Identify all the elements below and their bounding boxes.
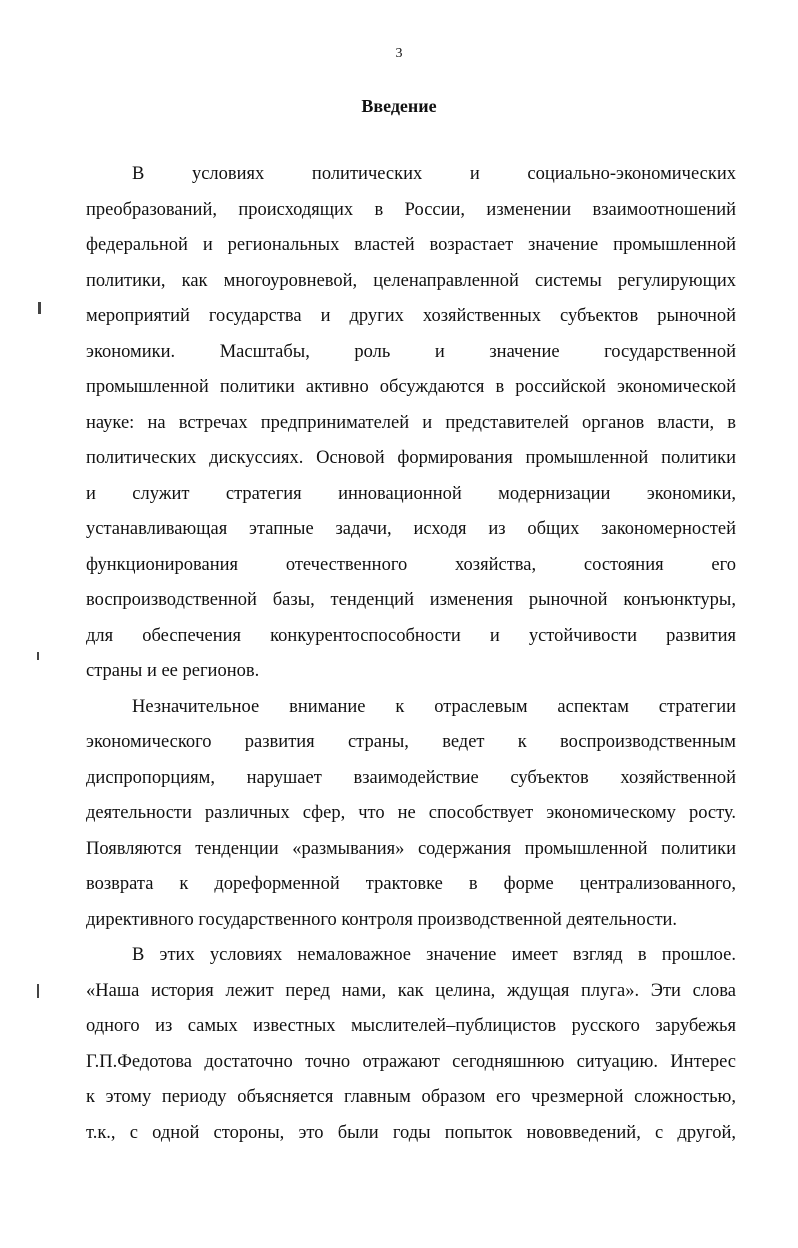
text-line: мероприятий государства и других хозяйственных субъектов рыночной bbox=[86, 306, 736, 326]
text-line: экономики. Масштабы, роль и значение государственной bbox=[86, 341, 736, 362]
text-line: возврата к дореформенной трактовке в форме централизованного, bbox=[86, 874, 736, 894]
text-line: политики, как многоуровневой, целенаправленной системы регулирующих bbox=[86, 270, 736, 291]
text-line: В этих условиях немаловажное значение имеет взгляд в прошлое. bbox=[132, 945, 736, 965]
text-line: страны и ее регионов. bbox=[86, 661, 260, 681]
text-line: экономического развития страны, ведет к воспроизводственным bbox=[86, 732, 736, 752]
scan-mark bbox=[37, 984, 39, 998]
scan-mark bbox=[38, 302, 41, 314]
section-heading: Введение bbox=[361, 96, 437, 116]
text-line: воспроизводственной базы, тенденций изменения рыночной конъюнктуры, bbox=[86, 590, 736, 610]
text-line: науке: на встречах предпринимателей и представителей органов власти, в bbox=[86, 412, 736, 433]
text-line: устанавливающая этапные задачи, исходя из общих закономерностей bbox=[86, 519, 736, 539]
page-number: 3 bbox=[395, 46, 403, 61]
text-line: Г.П.Федотова достаточно точно отражают сегодняшнюю ситуацию. Интерес bbox=[86, 1051, 736, 1072]
text-line: федеральной и региональных властей возрастает значение промышленной bbox=[86, 235, 736, 255]
text-line: к этому периоду объясняется главным образом его чрезмерной сложностью, bbox=[86, 1087, 736, 1107]
text-line: одного из самых известных мыслителей–публицистов русского зарубежья bbox=[86, 1016, 736, 1036]
text-line: преобразований, происходящих в России, изменении взаимоотношений bbox=[86, 199, 736, 220]
text-line: Незначительное внимание к отраслевым аспектам стратегии bbox=[132, 696, 736, 717]
text-line: «Наша история лежит перед нами, как целина, ждущая плуга». Эти слова bbox=[86, 980, 736, 1001]
paragraph-1 bbox=[86, 157, 736, 690]
scan-mark bbox=[37, 652, 39, 660]
text-line: В условиях политических и социально-экономических bbox=[132, 164, 736, 184]
document-body bbox=[86, 157, 736, 1151]
paragraph-3 bbox=[86, 938, 736, 1151]
text-line: Появляются тенденции «размывания» содержания промышленной политики bbox=[86, 838, 736, 859]
text-line: диспропорциям, нарушает взаимодействие субъектов хозяйственной bbox=[86, 767, 736, 788]
text-line: политических дискуссиях. Основой формирования промышленной политики bbox=[86, 448, 736, 468]
text-line: директивного государственного контроля производственной деятельности. bbox=[86, 909, 678, 930]
text-line: и служит стратегия инновационной модернизации экономики, bbox=[86, 483, 736, 504]
text-line: т.к., с одной стороны, это были годы попыток нововведений, с другой, bbox=[86, 1122, 736, 1143]
text-line: деятельности различных сфер, что не способствует экономическому росту. bbox=[86, 803, 736, 823]
text-line: промышленной политики активно обсуждаются в российской экономической bbox=[86, 377, 736, 397]
paragraph-2 bbox=[86, 690, 736, 939]
text-line: функционирования отечественного хозяйства, состояния его bbox=[86, 554, 736, 575]
text-line: для обеспечения конкурентоспособности и устойчивости развития bbox=[86, 625, 736, 646]
